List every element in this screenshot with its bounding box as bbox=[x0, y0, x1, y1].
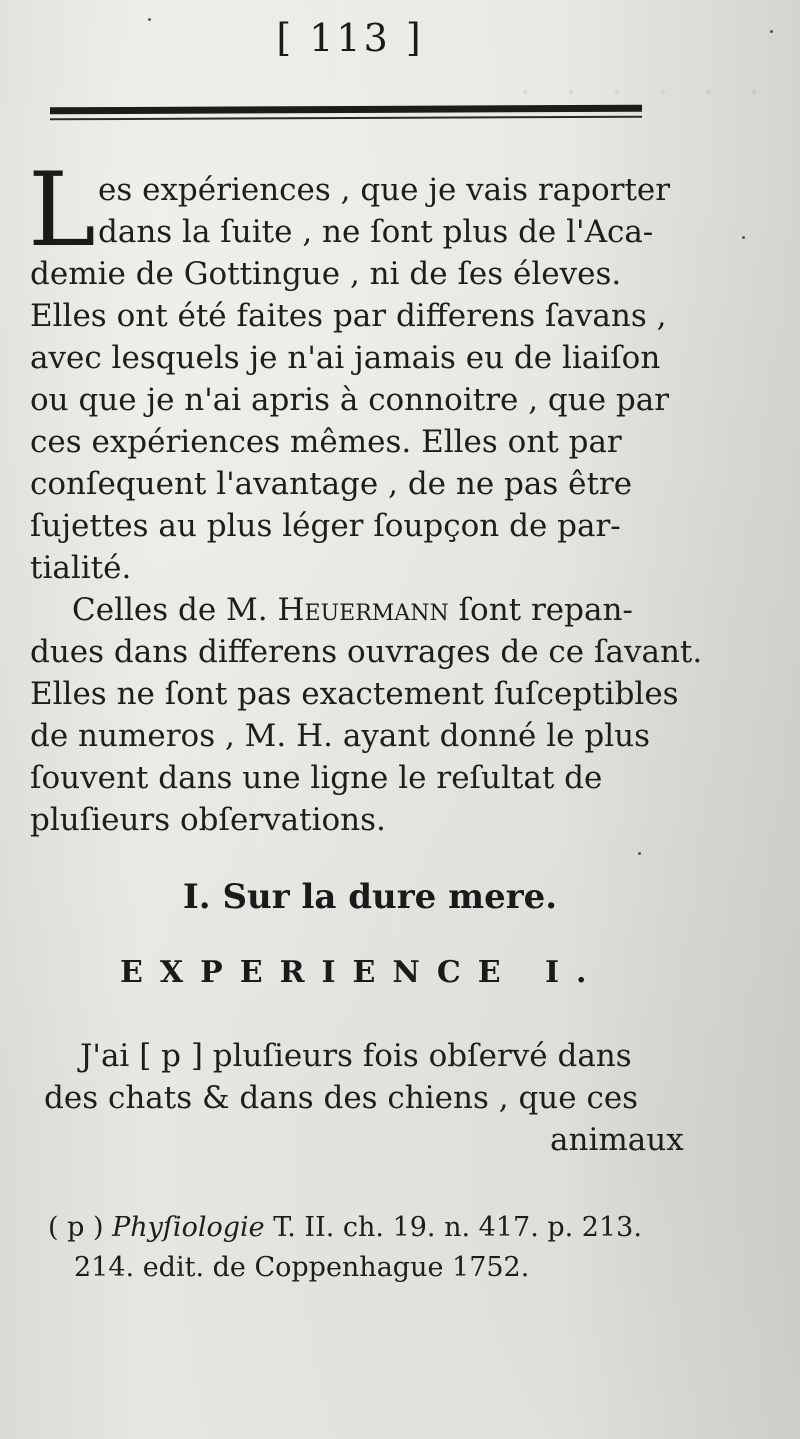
paragraph1-line-10: tialité. bbox=[30, 550, 132, 586]
footnote-marker: ( p ) bbox=[48, 1212, 104, 1243]
footnote-line-1 bbox=[48, 1210, 688, 1246]
paragraph3-line-1: J'ai [ p ] pluſieurs fois obſervé dans bbox=[80, 1038, 632, 1074]
paragraph1-line-7: ces expériences mêmes. Elles ont par bbox=[30, 424, 622, 460]
bleed-through-texture: . . . . . . bbox=[519, 62, 760, 103]
section-heading: I. Sur la dure mere. bbox=[182, 877, 558, 917]
page-number: [ 113 ] bbox=[276, 16, 424, 60]
footnote-work-title: Phyſiologie bbox=[112, 1212, 265, 1243]
paragraph1-line-4: Elles ont été faites par differens ſavans , bbox=[30, 298, 667, 334]
paragraph2-line-1-end: ſont repan- bbox=[458, 592, 633, 628]
paper-speck bbox=[638, 852, 641, 855]
header-rule-thin bbox=[50, 116, 642, 121]
paragraph2-line-4: de numeros , M. H. ayant donné le plus bbox=[30, 718, 650, 754]
author-name: Heuermann bbox=[277, 592, 449, 628]
paragraph2-line-3: Elles ne ſont pas exactement ſuſceptibles bbox=[30, 676, 679, 712]
paragraph2-line-1-start: Celles de M. bbox=[72, 592, 268, 628]
paragraph1-line-8: conſequent l'avantage , de ne pas être bbox=[30, 466, 633, 502]
paragraph1-line-6: ou que je n'ai apris à connoitre , que par bbox=[30, 382, 670, 418]
drop-cap: L bbox=[28, 151, 96, 270]
paragraph2-line-2: dues dans differens ouvrages de ce ſavant. bbox=[30, 634, 703, 670]
paragraph1-line-1: es expériences , que je vais raporter bbox=[98, 172, 671, 208]
paragraph3-line-2: des chats & dans des chiens , que ces bbox=[44, 1080, 639, 1116]
footnote-reference: T. II. ch. 19. n. 417. p. 213. bbox=[273, 1212, 642, 1243]
paragraph1-line-2: dans la ſuite , ne ſont plus de l'Aca- bbox=[98, 214, 654, 250]
paper-speck bbox=[742, 236, 745, 239]
header-rule-thick bbox=[50, 105, 642, 115]
catchword: animaux bbox=[550, 1122, 684, 1158]
paragraph1-line-3: demie de Gottingue , ni de ſes éleves. bbox=[30, 256, 622, 292]
paragraph1-line-9: ſujettes au plus léger ſoupçon de par- bbox=[30, 508, 621, 544]
paper-speck bbox=[770, 30, 773, 33]
paragraph2-line-6: pluſieurs obſervations. bbox=[30, 802, 386, 838]
paragraph2-line-1 bbox=[72, 590, 680, 630]
paragraph2-line-5: ſouvent dans une ligne le reſultat de bbox=[30, 760, 603, 796]
paragraph1-line-5: avec lesquels je n'ai jamais eu de liaiſon bbox=[30, 340, 661, 376]
footnote-line-2: 214. edit. de Coppenhague 1752. bbox=[74, 1252, 530, 1283]
paper-speck bbox=[148, 18, 151, 21]
experience-heading: EXPERIENCE I. bbox=[120, 955, 604, 990]
